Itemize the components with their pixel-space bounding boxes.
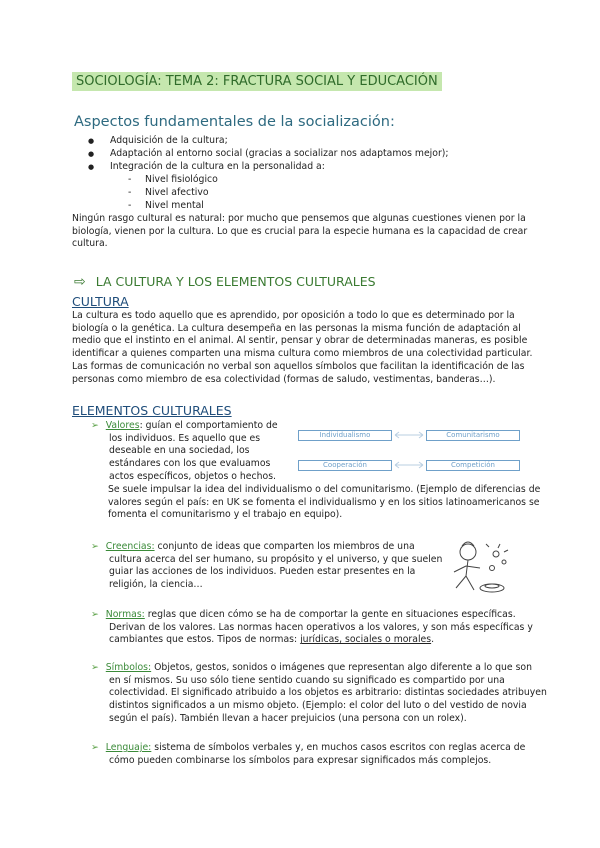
arrow-bullet-icon: ➢ bbox=[91, 609, 99, 620]
document-title: SOCIOLOGÍA: TEMA 2: FRACTURA SOCIAL Y EDUCACIÓN bbox=[72, 72, 442, 91]
text-line: actos específicos, objetos o hechos. bbox=[109, 470, 276, 482]
bullet-icon: ● bbox=[88, 150, 95, 158]
bullet-icon: ● bbox=[88, 137, 95, 145]
values-diagram bbox=[298, 430, 518, 472]
text-line: Ningún rasgo cultural es natural: por mucho que pensemos que algunas cuestiones vienen por la bbox=[72, 213, 526, 224]
text-line: distintos significados a un mismo objeto. (Ejemplo: el color del luto o del vestido de novia bbox=[109, 700, 527, 712]
diagram-box-comunitarismo: Comunitarismo bbox=[426, 430, 520, 441]
text-period: . bbox=[431, 634, 435, 646]
aspects-bullet-3 bbox=[88, 161, 325, 172]
normas-types: jurídicas, sociales o morales bbox=[300, 634, 432, 646]
elementos-heading: ELEMENTOS CULTURALES bbox=[72, 403, 232, 418]
text-line: reglas que dicen cómo se ha de comportar la gente en situaciones específicas. bbox=[144, 609, 516, 620]
text-line: conjunto de ideas que comparten los miembros de una bbox=[154, 541, 415, 552]
creencias-term: Creencias: bbox=[105, 541, 155, 552]
text-line: cultura acerca del ser humano, su propósito y el universo, y que suelen bbox=[109, 553, 443, 565]
sub-text: Nivel afectivo bbox=[145, 187, 209, 198]
aspects-sub-3 bbox=[128, 200, 204, 211]
text-line: sistema de símbolos verbales y, en muchos casos escritos con reglas acerca de bbox=[151, 742, 526, 753]
cultura-paragraph bbox=[72, 310, 532, 386]
text-line: cómo pueden combinarse los símbolos para expresar significados más complejos. bbox=[109, 754, 492, 766]
aspects-paragraph bbox=[72, 213, 527, 251]
text-line: religión, la ciencia… bbox=[109, 579, 203, 591]
section-heading bbox=[74, 274, 376, 290]
text-line: según el país). También llevan a hacer prejuicios (una persona con un rolex). bbox=[109, 712, 467, 724]
text-line: los individuos. Es aquello que es bbox=[109, 432, 261, 444]
text-line: : guían el comportamiento de bbox=[139, 420, 278, 431]
valores-continuation bbox=[108, 484, 540, 522]
text-line: guiar las acciones de los individuos. Pueden estar presentes en la bbox=[109, 566, 416, 578]
text-line: cambiantes que estos. Tipos de normas: bbox=[109, 634, 301, 646]
bullet-text: Adaptación al entorno social (gracias a socializar nos adaptamos mejor); bbox=[110, 148, 449, 159]
simbolos-block bbox=[91, 662, 547, 726]
creencias-block bbox=[91, 541, 442, 592]
section-heading-text: LA CULTURA Y LOS ELEMENTOS CULTURALES bbox=[95, 274, 376, 289]
arrow-bullet-icon: ➢ bbox=[91, 541, 99, 552]
arrow-bullet-icon: ➢ bbox=[91, 742, 99, 753]
text-line: personas como miembro de esa colectividad (formas de saludo, vestimentas, banderas…). bbox=[72, 373, 496, 385]
text-line: La cultura es todo aquello que es aprendido, por oposición a todo lo que es determinado por la bbox=[72, 310, 515, 321]
cultura-heading: CULTURA bbox=[72, 294, 129, 309]
text-line: identificar a quienes comparten una misma cultura como miembros de una colectividad particular. bbox=[72, 348, 533, 360]
text-line: fomenta el comunitarismo y el trabajo en equipo). bbox=[108, 509, 343, 521]
text-line: Se suele impulsar la idea del individualismo o del comunitarismo. (Ejemplo de diferencias de bbox=[108, 484, 541, 495]
sub-text: Nivel fisiológico bbox=[145, 174, 218, 185]
text-line: deseable en una sociedad, los bbox=[109, 445, 250, 457]
dash-icon: - bbox=[128, 200, 132, 211]
text-line: biología o la genética. La cultura desempeña en las personas la misma función de adaptación al bbox=[72, 322, 521, 334]
simbolos-term: Símbolos: bbox=[105, 662, 152, 673]
text-line: colectividad. El significado atribuido a los objetos es arbitrario: distintas sociedades atribuyen bbox=[109, 687, 547, 699]
lenguaje-term: Lenguaje: bbox=[105, 742, 152, 753]
arrow-bullet-icon: ➢ bbox=[91, 420, 99, 431]
text-line: valores según el país: en UK se fomenta el individualismo y en los sitios latinoamericanos se bbox=[108, 496, 540, 508]
normas-term: Normas: bbox=[105, 609, 145, 620]
aspects-bullet-1 bbox=[88, 135, 228, 146]
text-line: medio que el instinto en el animal. Al sentir, pensar y obrar de determinadas maneras, es posible bbox=[72, 335, 528, 347]
diagram-box-individualismo: Individualismo bbox=[298, 430, 392, 441]
valores-term: Valores bbox=[105, 420, 140, 431]
aspects-bullet-2 bbox=[88, 148, 449, 159]
double-arrow-icon bbox=[393, 430, 425, 472]
text-line: en sí mismos. Su uso sólo tiene sentido cuando su significado es compartido por una bbox=[109, 674, 505, 686]
dash-icon: - bbox=[128, 187, 132, 198]
text-line: Las formas de comunicación no verbal son aquellos símbolos que facilitan la identificación de las bbox=[72, 360, 525, 372]
aspects-sub-2 bbox=[128, 187, 209, 198]
text-line: estándares con los que evaluamos bbox=[109, 458, 271, 470]
right-arrow-icon: ⇨ bbox=[74, 274, 86, 290]
normas-block bbox=[91, 609, 533, 647]
bullet-text: Integración de la cultura en la personalidad a: bbox=[110, 161, 325, 172]
lenguaje-block bbox=[91, 742, 525, 767]
text-line: Derivan de los valores. Las normas hacen operativos a los valores, y son más específicas y bbox=[109, 621, 533, 633]
bullet-icon: ● bbox=[88, 163, 95, 171]
dash-icon: - bbox=[128, 174, 132, 185]
sub-text: Nivel mental bbox=[145, 200, 204, 211]
text-line: biología, vienen por la cultura. Lo que es crucial para la especie humana es la capacidad de crear bbox=[72, 225, 528, 237]
creencias-illustration-icon bbox=[446, 538, 514, 596]
arrow-bullet-icon: ➢ bbox=[91, 662, 99, 673]
aspects-sub-1 bbox=[128, 174, 218, 185]
text-line: cultura. bbox=[72, 238, 108, 250]
aspects-heading: Aspectos fundamentales de la socialización: bbox=[74, 114, 395, 130]
diagram-box-cooperacion: Cooperación bbox=[298, 460, 392, 471]
valores-block bbox=[91, 420, 278, 484]
text-line: Objetos, gestos, sonidos o imágenes que representan algo diferente a lo que son bbox=[151, 662, 532, 673]
diagram-box-competicion: Competición bbox=[426, 460, 520, 471]
bullet-text: Adquisición de la cultura; bbox=[110, 135, 228, 146]
